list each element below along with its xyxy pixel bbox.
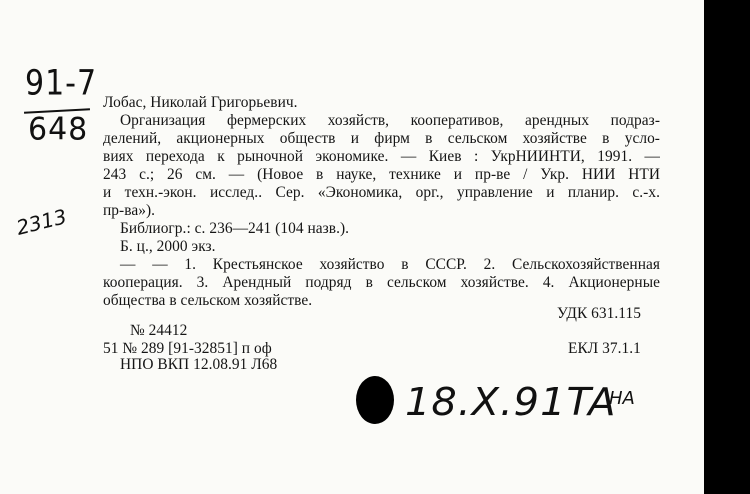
side-note: 2313 xyxy=(13,204,70,240)
title-line-2: делений, акционерных обществ и фирм в сельском хозяйстве в усло- xyxy=(103,130,660,147)
udk-code: УДК 631.115 xyxy=(557,305,641,322)
title-line-4: 243 с.; 26 см. — (Новое в науке, технике и пр-ве / Укр. НИИ НТИ xyxy=(103,166,660,183)
subjects-line-1: — — 1. Крестьянское хозяйство в СССР. 2. Сельскохозяйственная xyxy=(120,256,660,273)
handwritten-date: 18.X.91TA xyxy=(404,380,617,424)
handwritten-initials: НА xyxy=(609,388,635,409)
subjects-line-2: кооперация. 3. Арендный подряд в сельском хозяйстве. 4. Акционерные xyxy=(103,274,660,291)
printer-line: НПО ВКП 12.08.91 Л68 xyxy=(120,356,278,373)
shelf-mark-bottom: 648 xyxy=(28,111,89,148)
price-note: Б. ц., 2000 экз. xyxy=(120,238,216,255)
author-heading: Лобас, Николай Григорьевич. xyxy=(103,94,298,111)
title-line-1: Организация фермерских хозяйств, кооперативов, арендных подраз- xyxy=(120,112,660,129)
bibliography-note: Библиогр.: с. 236—241 (104 назв.). xyxy=(120,220,350,237)
title-line-3: виях перехода к рыночной экономике. — Киев : УкрНИИНТИ, 1991. — xyxy=(103,148,660,165)
punch-hole xyxy=(356,376,394,424)
title-line-6: пр-ва»). xyxy=(103,202,156,219)
record-number: № 24412 xyxy=(130,322,188,339)
shelf-mark-top: 91-7 xyxy=(25,63,98,104)
order-line: 51 № 289 [91-32851] п оф xyxy=(103,340,272,357)
title-line-5: и техн.-экон. исслед.. Сер. «Экономика, орг., управление и планир. с.-х. xyxy=(103,184,660,201)
subjects-line-3: общества в сельском хозяйстве. xyxy=(103,292,313,309)
ekl-code: ЕКЛ 37.1.1 xyxy=(568,340,641,357)
